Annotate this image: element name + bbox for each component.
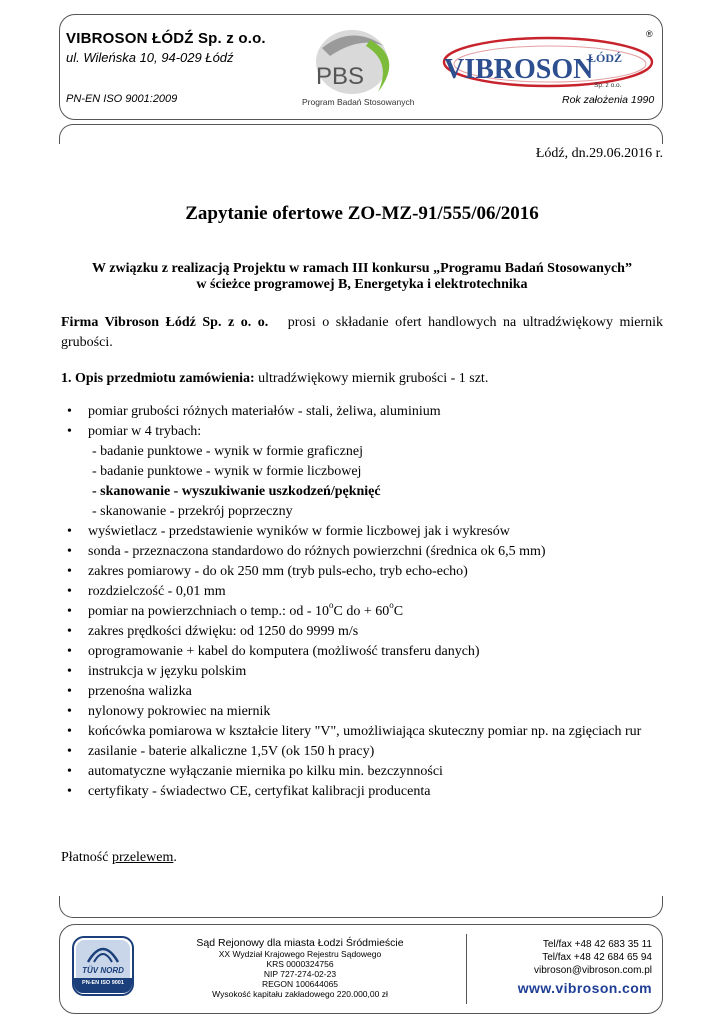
list-item: • rozdzielczość - 0,01 mm: [67, 584, 226, 599]
intro-line-1: W związku z realizacją Projektu w ramach III konkursu „Programu Badań Stosowanych”: [92, 261, 632, 276]
pbs-logo: [300, 28, 410, 98]
firm-name: Firma Vibroson Łódź Sp. z o. o.: [61, 315, 269, 330]
pbs-logo-text: PBS: [316, 63, 365, 90]
request-paragraph: [61, 313, 663, 353]
list-item: • przenośna walizka: [67, 684, 192, 699]
list-item: • automatyczne wyłączanie miernika po kilku min. bezczynności: [67, 764, 443, 779]
vibroson-logo-legal: Sp. z o.o.: [594, 82, 622, 89]
mode-item: - badanie punktowe - wynik w formie graficznej: [92, 444, 363, 459]
nip-number: NIP 727-274-02-23: [263, 969, 337, 979]
list-item: • pomiar w 4 trybach: - badanie punktowe - wynik w formie graficznej - badanie punktowe - wynik w formie liczbowej - skanowanie - wyszukiwanie uszkodzeń/pęknięć - skanowanie - przekrój poprzeczny: [61, 422, 665, 522]
document-date: Łódź, dn.29.06.2016 r.: [535, 146, 663, 161]
court-division: XX Wydział Krajowego Rejestru Sądowego: [218, 949, 382, 959]
footer-divider: [59, 896, 663, 918]
section-1-heading: [61, 371, 488, 387]
pbs-caption: Program Badań Stosowanych: [302, 97, 415, 107]
vibroson-logo-city: ŁÓDŹ: [588, 51, 623, 65]
list-item: • zasilanie - baterie alkaliczne 1,5V (ok 150 h pracy): [67, 744, 375, 759]
section-1-text: ultradźwiękowy miernik grubości - 1 szt.: [258, 371, 489, 386]
email-link[interactable]: vibroson@vibroson.com.pl: [534, 965, 652, 976]
company-name: VIBROSON ŁÓDŹ Sp. z o.o.: [66, 30, 266, 47]
footer-separator: [466, 934, 467, 1004]
iso-certificate: PN-EN ISO 9001:2009: [66, 93, 178, 105]
court-name: Sąd Rejonowy dla miasta Łodzi Śródmieście: [196, 937, 404, 949]
share-capital: Wysokość kapitału zakładowego 220.000,00 zł: [212, 989, 388, 999]
list-item: • końcówka pomiarowa w kształcie litery "V", umożliwiająca skuteczny pomiar np. na zgięciach rur: [67, 724, 642, 739]
request-text: prosi o składanie ofert handlowych na ultradźwiękowy miernik grubości.: [61, 315, 663, 350]
phone-2: Tel/fax +48 42 684 65 94: [542, 952, 652, 963]
tuv-iso: PN-EN ISO 9001: [82, 980, 124, 986]
tuv-brand: TÜV NORD: [82, 966, 124, 975]
krs-number: KRS 0000324756: [266, 959, 334, 969]
mode-item: - skanowanie - przekrój poprzeczny: [92, 504, 293, 519]
website-link[interactable]: www.vibroson.com: [517, 980, 652, 996]
tuv-mark-icon: [84, 942, 122, 964]
requirements-list: [61, 402, 665, 802]
list-item: • zakres prędkości dźwięku: od 1250 do 9999 m/s: [67, 624, 359, 639]
payment-line: Płatność przelewem.: [61, 850, 177, 865]
mode-item: - badanie punktowe - wynik w formie liczbowej: [92, 464, 362, 479]
list-item: • zakres pomiarowy - do ok 250 mm (tryb puls-echo, tryb echo-echo): [67, 564, 468, 579]
list-item: • wyświetlacz - przedstawienie wyników w formie liczbowej jak i wykresów: [67, 524, 510, 539]
list-item: • pomiar na powierzchniach o temp.: od - 10$^o$C do + $60^oC$: [67, 600, 404, 619]
regon-number: REGON 100644065: [261, 979, 339, 989]
list-item: • certyfikaty - świadectwo CE, certyfikat kalibracji producenta: [67, 784, 431, 799]
document-title: Zapytanie ofertowe ZO-MZ-91/555/06/2016: [185, 203, 539, 224]
list-item: • oprogramowanie + kabel do komputera (możliwość transferu danych): [67, 644, 480, 659]
phone-1: Tel/fax +48 42 683 35 11: [542, 939, 652, 950]
registered-mark: ®: [646, 29, 653, 39]
mode-item: - skanowanie - wyszukiwanie uszkodzeń/pęknięć: [92, 484, 381, 499]
list-item: • nylonowy pokrowiec na miernik: [67, 704, 271, 719]
list-item: • sonda - przeznaczona standardowo do różnych powierzchni (średnica ok 6,5 mm): [67, 544, 546, 559]
established-year: Rok założenia 1990: [562, 94, 655, 106]
vibroson-logo-text: VIBROSON: [444, 54, 594, 85]
payment-method: przelewem: [111, 850, 174, 865]
list-item: • instrukcja w języku polskim: [67, 664, 247, 679]
company-address: ul. Wileńska 10, 94-029 Łódź: [66, 50, 234, 65]
list-item: • pomiar grubości różnych materiałów - stali, żeliwa, aluminium: [67, 404, 441, 419]
header-divider: [59, 124, 663, 144]
intro-line-2: w ścieżce programowej B, Energetyka i elektrotechnika: [196, 277, 528, 292]
section-1-label: 1. Opis przedmiotu zamówienia:: [61, 371, 255, 386]
